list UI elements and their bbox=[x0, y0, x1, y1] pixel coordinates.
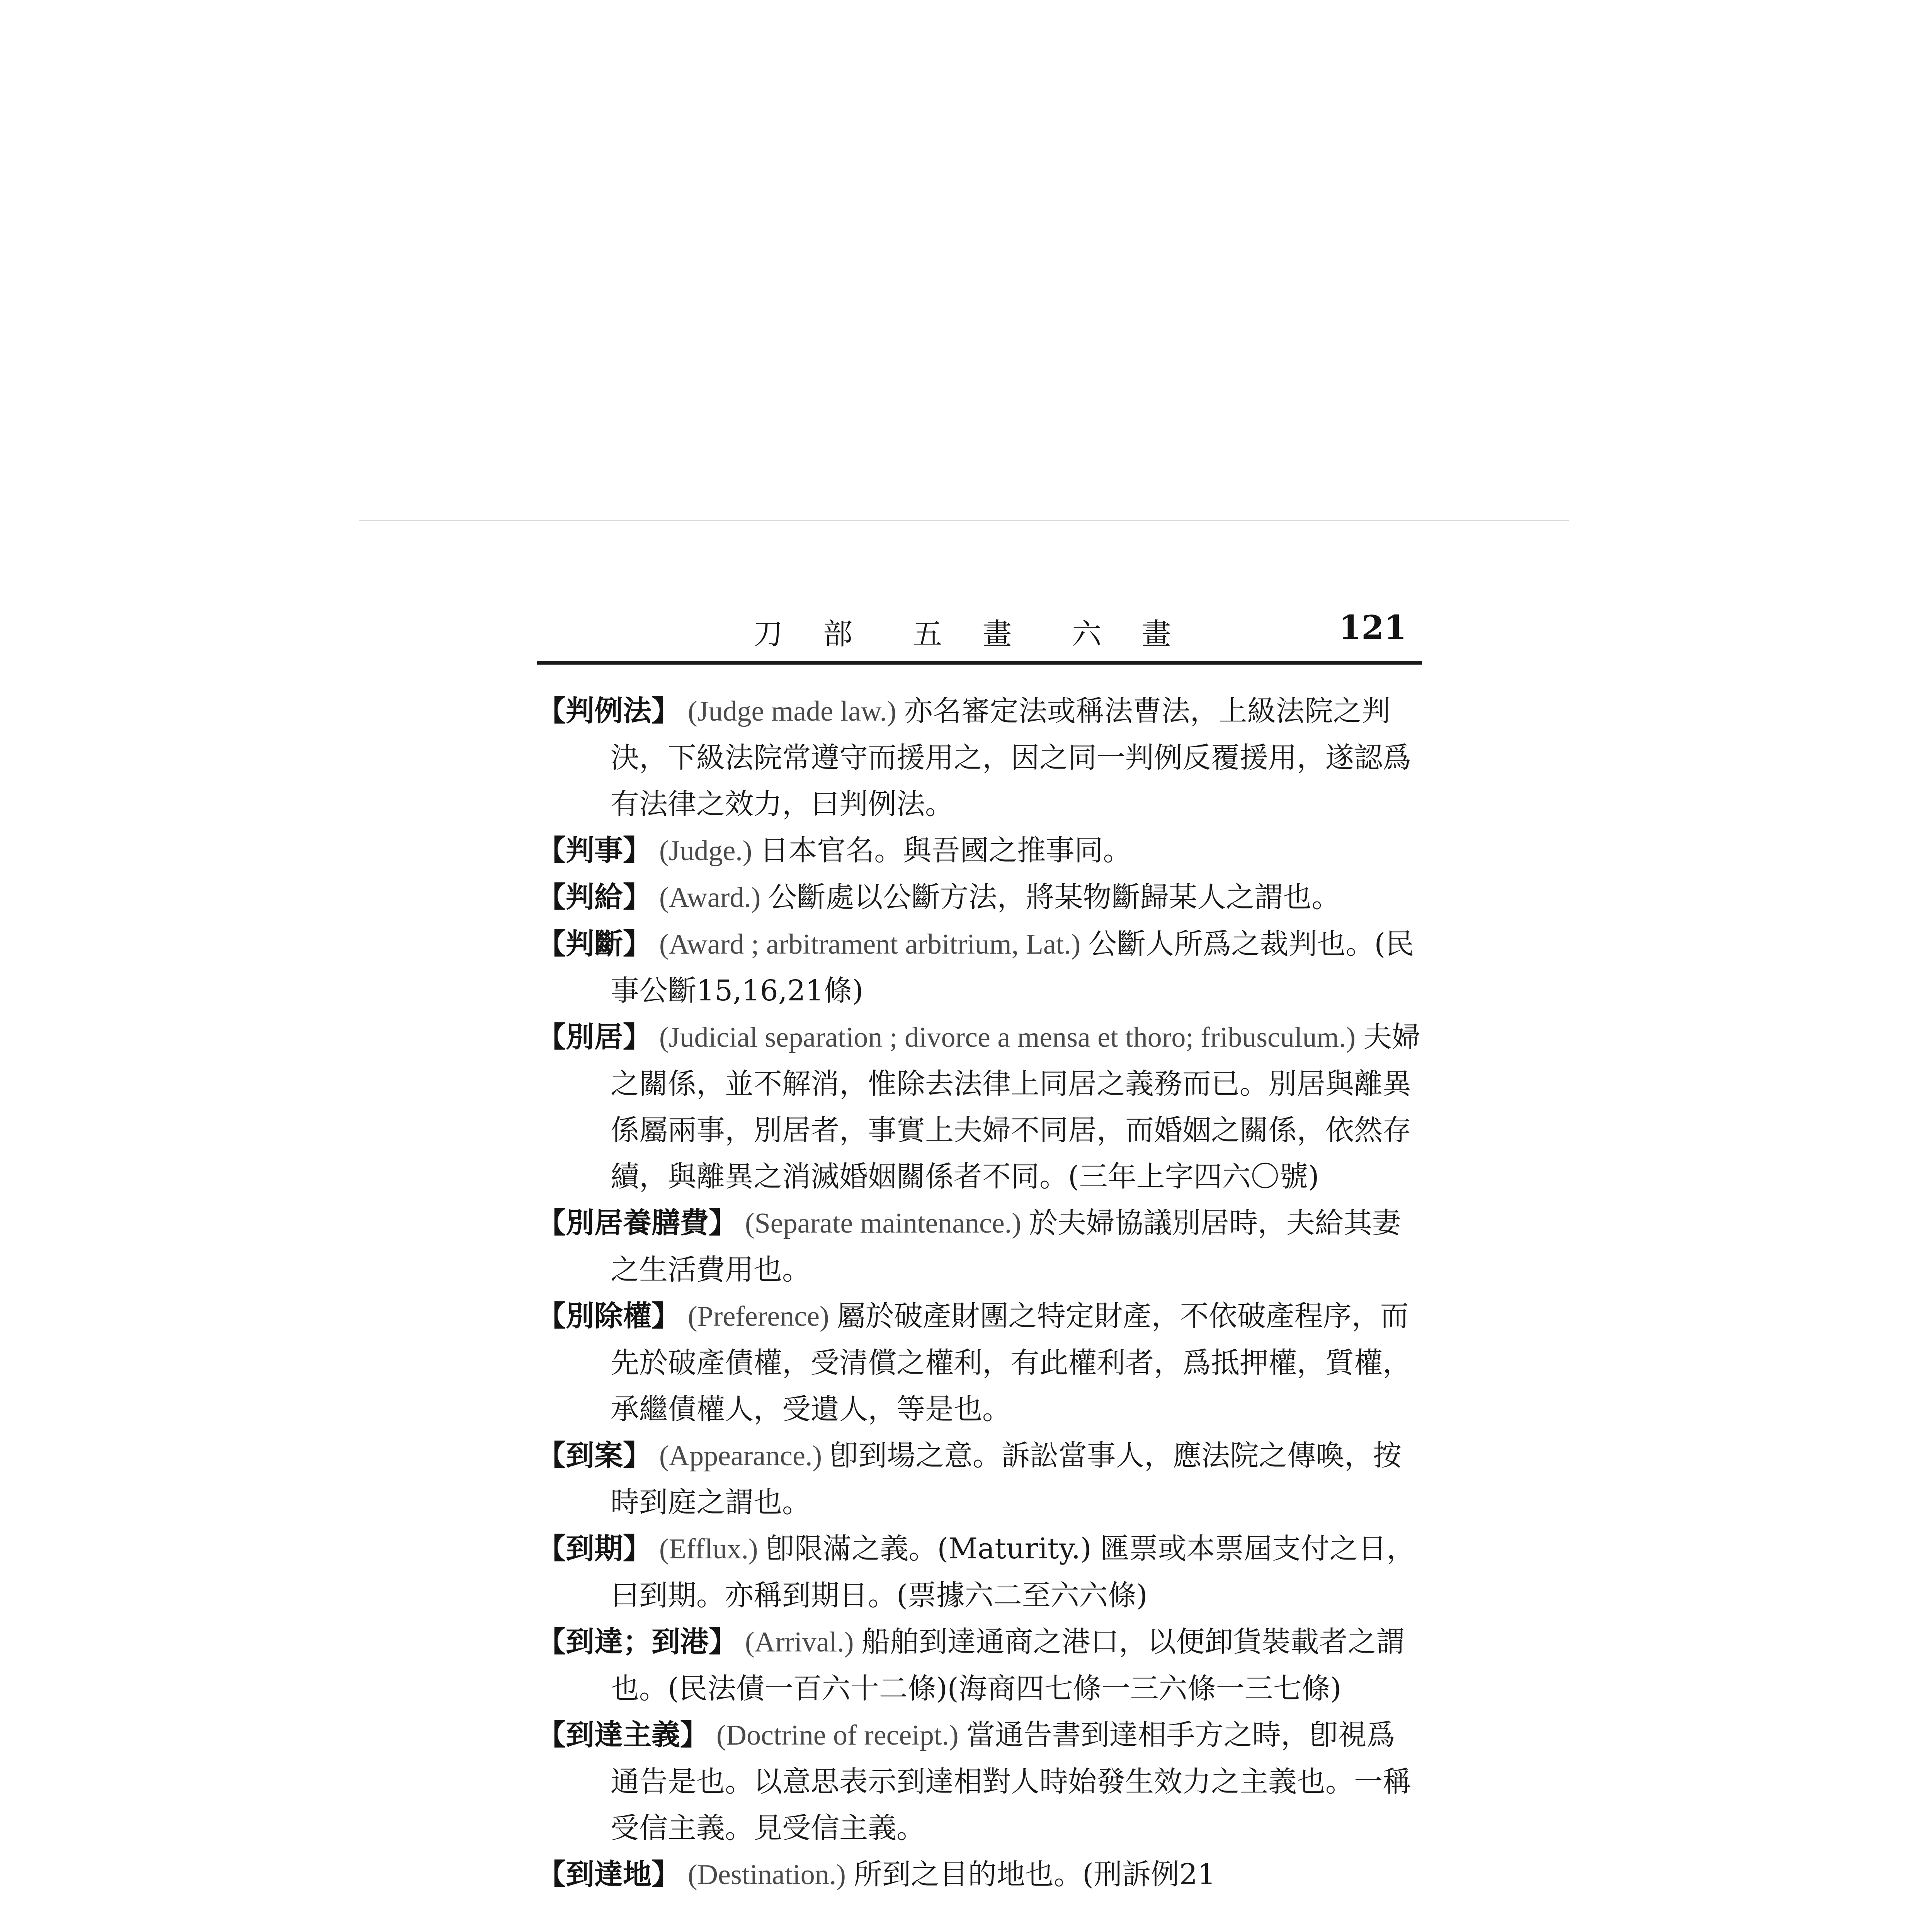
entry-english: (Preference) bbox=[688, 1301, 829, 1332]
dictionary-page bbox=[537, 603, 1422, 1932]
entry-daodazhuyi bbox=[537, 1712, 1422, 1851]
entry-definition: 日本官名。與吾國之推事同。 bbox=[760, 834, 1132, 867]
entry-term: 【別除權】 bbox=[537, 1299, 680, 1333]
entry-english: (Award.) bbox=[659, 882, 761, 913]
scan-edge-rule bbox=[359, 520, 1569, 521]
entry-definition: 屬於破產財團之特定財產，不依破產程序，而先於破產債權，受清償之權利，有此權利者，爲抵押權，質權，承繼債權人，受遺人，等是也。 bbox=[611, 1299, 1411, 1426]
entry-term: 【到案】 bbox=[537, 1439, 651, 1472]
entry-term: 【到期】 bbox=[537, 1532, 651, 1565]
entry-panduan bbox=[537, 921, 1422, 1014]
entry-biechuquan bbox=[537, 1293, 1422, 1432]
entry-english: (Judge made law.) bbox=[688, 696, 896, 727]
entry-definition: 卽到場之意。訴訟當事人，應法院之傳喚，按時到庭之謂也。 bbox=[611, 1439, 1402, 1519]
entry-term: 【到達主義】 bbox=[537, 1718, 709, 1752]
entry-biejuyangshanfei bbox=[537, 1200, 1422, 1293]
entry-term: 【判例法】 bbox=[537, 694, 680, 728]
entry-daoan bbox=[537, 1432, 1422, 1526]
entry-list bbox=[537, 688, 1422, 1898]
section-heading: 刀 部 五 畫 六 畫 bbox=[754, 617, 1187, 651]
entry-english: (Doctrine of receipt.) bbox=[716, 1719, 959, 1751]
entry-definition: 公斷人所爲之裁判也。(民事公斷15,16,21條) bbox=[611, 927, 1414, 1007]
entry-definition: 夫婦之關係，並不解消，惟除去法律上同居之義務而已。別居與離異係屬兩事，別居者，事實上夫婦不同居，而婚姻之關係，依然存續，與離異之消滅婚姻關係者不同。(三年上字四六〇號) bbox=[611, 1020, 1421, 1193]
running-header bbox=[537, 603, 1422, 665]
entry-english: (Separate maintenance.) bbox=[745, 1208, 1021, 1239]
entry-daoqi bbox=[537, 1526, 1422, 1619]
entry-panshi bbox=[537, 827, 1422, 874]
entry-english: (Judge.) bbox=[659, 835, 752, 867]
entry-term: 【到達；到港】 bbox=[537, 1625, 737, 1658]
entry-definition: 當通告書到達相手方之時，卽視爲通告是也。以意思表示到達相對人時始發生效力之主義也。一稱受信主義。見受信主義。 bbox=[611, 1718, 1411, 1845]
entry-definition: 公斷處以公斷方法，將某物斷歸某人之謂也。 bbox=[768, 881, 1340, 914]
entry-term: 【別居】 bbox=[537, 1020, 651, 1054]
entry-term: 【判事】 bbox=[537, 834, 651, 867]
entry-panliefa bbox=[537, 688, 1422, 827]
entry-term: 【判斷】 bbox=[537, 927, 651, 961]
entry-panji bbox=[537, 874, 1422, 921]
entry-daoda-daogang bbox=[537, 1619, 1422, 1712]
entry-definition: 亦名審定法或稱法曹法，上級法院之判決，下級法院常遵守而援用之，因之同一判例反覆援用，遂認爲有法律之效力，曰判例法。 bbox=[611, 694, 1411, 821]
entry-bieju bbox=[537, 1014, 1422, 1200]
entry-english: (Judicial separation ; divorce a mensa et thoro; fribusculum.) bbox=[659, 1022, 1356, 1053]
entry-term: 【到達地】 bbox=[537, 1858, 680, 1891]
entry-daodadi bbox=[537, 1851, 1422, 1898]
entry-definition: 於夫婦協議別居時，夫給其妻之生活費用也。 bbox=[611, 1206, 1401, 1286]
entry-term: 【判給】 bbox=[537, 881, 651, 914]
entry-term: 【別居養膳費】 bbox=[537, 1206, 737, 1240]
entry-english: (Appearance.) bbox=[659, 1440, 822, 1472]
entry-definition: 船舶到達通商之港口，以便卸貨裝載者之謂也。(民法債一百六十二條)(海商四七條一三六條一三七條) bbox=[611, 1625, 1405, 1705]
entry-definition: 所到之目的地也。(刑訴例21 bbox=[853, 1858, 1216, 1891]
entry-english: (Award ; arbitrament arbitrium, Lat.) bbox=[659, 929, 1081, 960]
entry-definition: 卽限滿之義。(Maturity.) 匯票或本票屆支付之日，曰到期。亦稱到期日。(票據六二至六六條) bbox=[611, 1532, 1415, 1612]
entry-english: (Destination.) bbox=[688, 1859, 846, 1891]
page-number: 121 bbox=[1339, 608, 1407, 646]
entry-english: (Arrival.) bbox=[745, 1626, 854, 1658]
entry-english: (Efflux.) bbox=[659, 1533, 758, 1565]
